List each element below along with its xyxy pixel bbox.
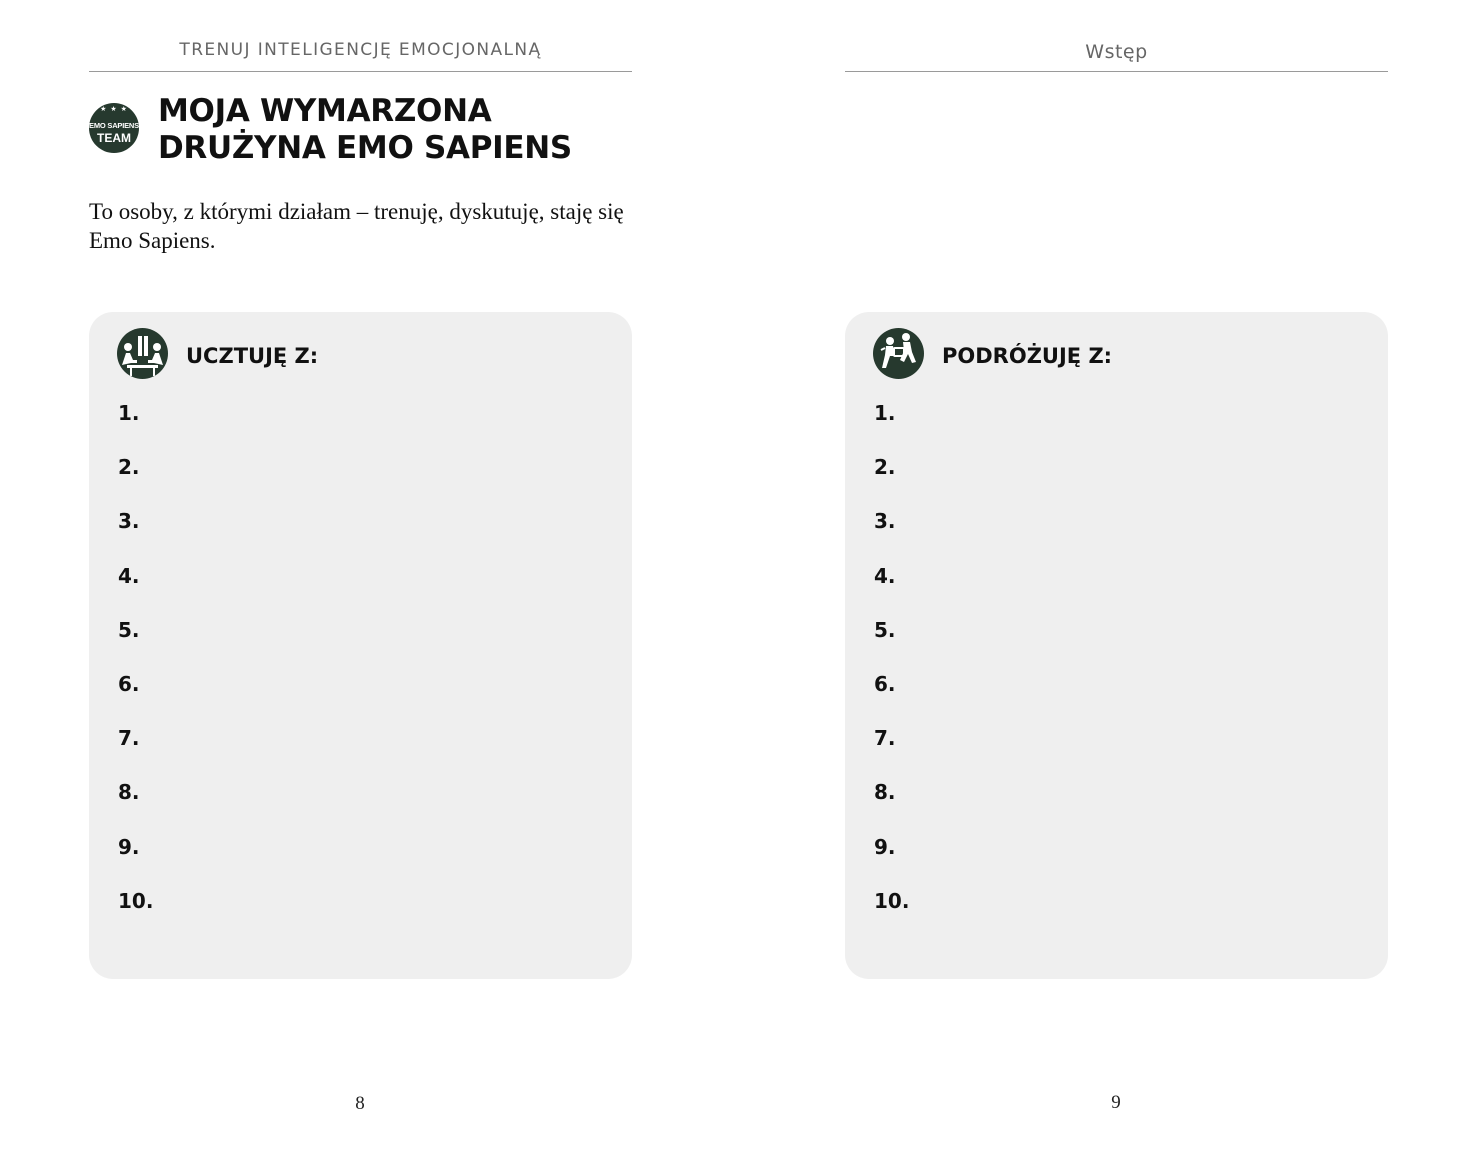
page-title — [158, 93, 628, 167]
list-item: 5. — [874, 617, 896, 642]
badge-line1: EMO SAPIENS — [89, 121, 139, 130]
list-item: 6. — [118, 671, 140, 696]
list-item: 5. — [118, 617, 140, 642]
list-item: 10. — [118, 888, 154, 913]
badge-line2: TEAM — [97, 131, 131, 145]
list-item: 9. — [874, 834, 896, 859]
list-item: 4. — [874, 563, 896, 588]
page-title-line2: DRUŻYNA EMO SAPIENS — [158, 130, 572, 166]
travel-list — [874, 398, 909, 940]
feast-list — [118, 398, 153, 940]
badge-stars: ★ ★ ★ ★ ★ — [89, 106, 139, 113]
travel-card-heading: PODRÓŻUJĘ Z: — [942, 344, 1113, 368]
travel-card — [845, 312, 1388, 979]
emo-sapiens-team-badge-icon — [89, 103, 139, 153]
list-item: 1. — [118, 401, 140, 425]
feast-table-icon — [117, 328, 168, 379]
intro-paragraph: To osoby, z którymi działam – trenuję, dyskutuję, staję się Emo Sapiens. — [89, 199, 624, 253]
list-item: 1. — [874, 401, 896, 425]
header-rule-right — [845, 71, 1388, 72]
list-item: 7. — [874, 726, 896, 751]
list-item: 8. — [118, 780, 140, 805]
list-item: 2. — [118, 455, 140, 480]
list-item: 7. — [118, 726, 140, 751]
running-head-right: Wstęp — [1085, 41, 1148, 63]
list-item: 9. — [118, 834, 140, 859]
page-number-left: 8 — [355, 1093, 365, 1114]
list-item: 8. — [874, 780, 896, 805]
list-item: 6. — [874, 671, 896, 696]
list-item: 3. — [874, 509, 896, 534]
feast-card — [89, 312, 632, 979]
feast-card-heading: UCZTUJĘ Z: — [186, 344, 319, 368]
travel-people-icon — [873, 328, 924, 379]
list-item: 10. — [874, 888, 910, 913]
page-number-right: 9 — [1111, 1092, 1121, 1113]
running-head-left: TRENUJ INTELIGENCJĘ EMOCJONALNĄ — [179, 40, 542, 60]
list-item: 3. — [118, 509, 140, 534]
list-item: 2. — [874, 455, 896, 480]
page-title-line1: MOJA WYMARZONA — [158, 93, 492, 129]
header-rule-left — [89, 71, 632, 72]
list-item: 4. — [118, 563, 140, 588]
